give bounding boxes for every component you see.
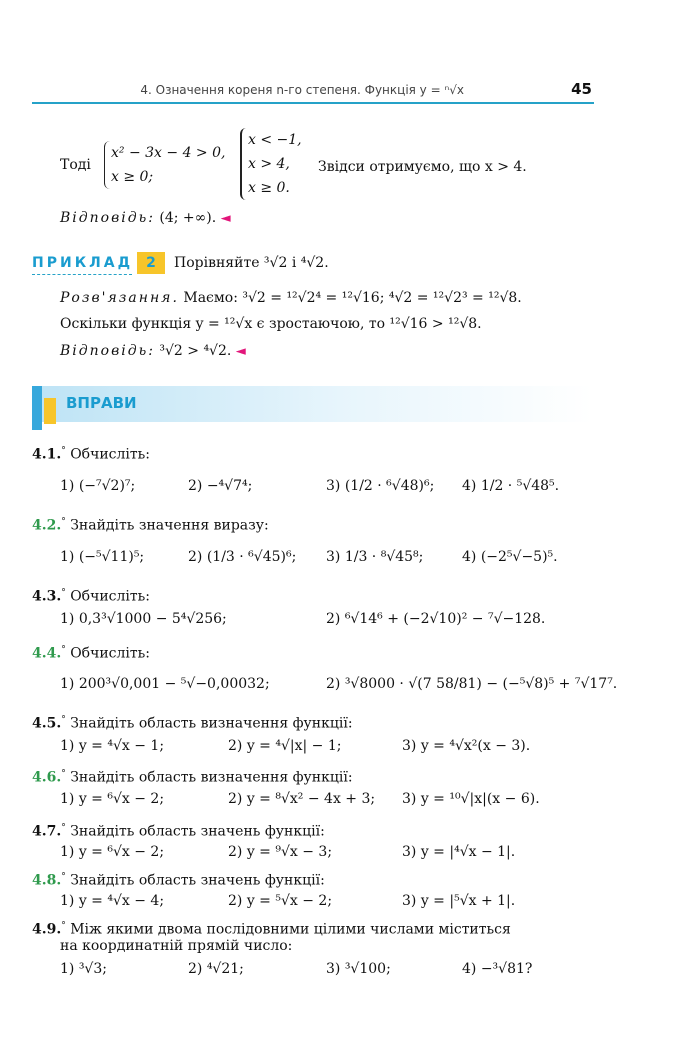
exercise-item: 3) 1/3 · ⁸√45⁸; — [326, 549, 424, 565]
exercise-task: Знайдіть область значень функції: — [70, 823, 325, 840]
running-title: 4. Означення кореня n-го степеня. Функція y = ⁿ√x — [140, 83, 464, 97]
exercise-item: 1) y = ⁶√x − 2; — [60, 791, 165, 807]
exercise-item: 2) y = ⁹√x − 3; — [228, 844, 333, 860]
exercise-item: 1) y = ⁶√x − 2; — [60, 844, 165, 860]
page-number: 45 — [571, 80, 592, 98]
level-mark: ° — [61, 588, 66, 598]
exercise-item: 1) (−⁵√11)⁵; — [60, 549, 145, 565]
exercise-item: 3) y = |⁵√x + 1|. — [402, 893, 516, 909]
level-mark: ° — [61, 921, 66, 931]
example-label: ПРИКЛАД — [32, 252, 132, 275]
exercise-item: 3) ³√100; — [326, 961, 391, 977]
section-title: ВПРАВИ — [66, 394, 137, 412]
exercise-item: 3) y = ¹⁰√|x|(x − 6). — [402, 791, 540, 807]
exercise-number: 4.3. — [32, 588, 62, 605]
exercise-item: 3) (1/2 · ⁶√48)⁶; — [326, 478, 435, 494]
exercise-item: 3) y = |⁴√x − 1|. — [402, 844, 516, 860]
example-number: 2 — [137, 252, 165, 274]
exercise-number: 4.6. — [32, 769, 62, 786]
level-mark: ° — [61, 823, 66, 833]
exercise-item: 4) −³√81? — [462, 961, 533, 977]
exercise-item: 2) y = ⁴√|x| − 1; — [228, 738, 342, 754]
exercise-item: 2) ⁴√21; — [188, 961, 244, 977]
level-mark: ° — [61, 517, 66, 527]
exercise-task: Обчисліть: — [70, 588, 150, 605]
system-2-line: x > 4, — [248, 156, 290, 172]
exercise-task-cont: на координатній прямій число: — [60, 938, 293, 954]
solution-label: Розв'язання. — [60, 290, 179, 306]
exercise-item: 2) ⁶√14⁶ + (−2√10)² − ⁷√−128. — [326, 611, 546, 627]
answer-value: ³√2 > ⁴√2. — [159, 343, 232, 359]
exercise-task: Обчисліть: — [70, 446, 150, 463]
answer-label: Відповідь: — [60, 343, 155, 359]
exercise-item: 4) (−2⁵√−5)⁵. — [462, 549, 558, 565]
exercise-item: 1) y = ⁴√x − 1; — [60, 738, 165, 754]
end-marker: ◄ — [235, 344, 246, 359]
exercise-number: 4.7. — [32, 823, 62, 840]
solution-line — [60, 288, 522, 308]
section-mark — [32, 386, 42, 430]
example2-answer — [60, 341, 246, 362]
exercise-task: Знайдіть область визначення функції: — [70, 715, 353, 732]
system-2 — [240, 128, 302, 200]
exercise-number: 4.4. — [32, 645, 62, 662]
exercise-task: Знайдіть область визначення функції: — [70, 769, 353, 786]
system-2-line: x ≥ 0. — [248, 180, 290, 196]
system-1 — [104, 141, 225, 189]
exercise-item: 1) y = ⁴√x − 4; — [60, 893, 165, 909]
exercise-task: Знайдіть значення виразу: — [70, 517, 269, 534]
exercise-number: 4.2. — [32, 517, 62, 534]
exercise-item: 1) 0,3³√1000 − 5⁴√256; — [60, 611, 227, 627]
system-2-line: x < −1, — [248, 132, 302, 148]
exercise-number: 4.5. — [32, 715, 62, 732]
system-1-line: x ≥ 0; — [111, 169, 154, 185]
level-mark: ° — [61, 769, 66, 779]
exercise-number: 4.9. — [32, 921, 62, 938]
level-mark: ° — [61, 715, 66, 725]
exercise-item: 2) (1/3 · ⁶√45)⁶; — [188, 549, 297, 565]
exercise-item: 2) y = ⁸√x² − 4x + 3; — [228, 791, 376, 807]
exercise-item: 1) (−⁷√2)⁷; — [60, 478, 136, 494]
answer-value: (4; +∞). — [159, 210, 217, 226]
level-mark: ° — [61, 872, 66, 882]
section-mark-accent — [44, 398, 56, 424]
conclusion: Звідси отримуємо, що x > 4. — [318, 159, 527, 175]
exercise-item: 4) 1/2 · ⁵√48⁵. — [462, 478, 560, 494]
exercise-number: 4.8. — [32, 872, 62, 889]
exercise-item: 1) ³√3; — [60, 961, 107, 977]
solution-text: Маємо: ³√2 = ¹²√2⁴ = ¹²√16; ⁴√2 = ¹²√2³ = ¹²√8. — [183, 290, 522, 306]
system-1-line: x² − 3x − 4 > 0, — [111, 145, 226, 161]
answer-line — [60, 208, 231, 229]
then-word: Тоді — [60, 157, 91, 173]
exercise-item: 2) ³√8000 · √(7 58/81) − (−⁵√8)⁵ + ⁷√17⁷. — [326, 676, 618, 692]
level-mark: ° — [61, 446, 66, 456]
exercise-item: 3) y = ⁴√x²(x − 3). — [402, 738, 531, 754]
exercise-item: 1) 200³√0,001 − ⁵√−0,00032; — [60, 676, 270, 692]
page-header — [32, 76, 594, 104]
exercise-task: Знайдіть область значень функції: — [70, 872, 325, 889]
example-task: Порівняйте ³√2 і ⁴√2. — [174, 255, 329, 271]
exercise-task: Обчисліть: — [70, 645, 150, 662]
level-mark: ° — [61, 645, 66, 655]
exercise-item: 2) −⁴√7⁴; — [188, 478, 253, 494]
exercise-item: 2) y = ⁵√x − 2; — [228, 893, 333, 909]
end-marker: ◄ — [220, 211, 231, 226]
solution-line-2: Оскільки функція y = ¹²√x є зростаючою, то ¹²√16 > ¹²√8. — [60, 316, 482, 332]
answer-label: Відповідь: — [60, 210, 155, 226]
exercise-number: 4.1. — [32, 446, 62, 463]
exercise-task: Між якими двома послідовними цілими числами міститься — [70, 921, 511, 938]
